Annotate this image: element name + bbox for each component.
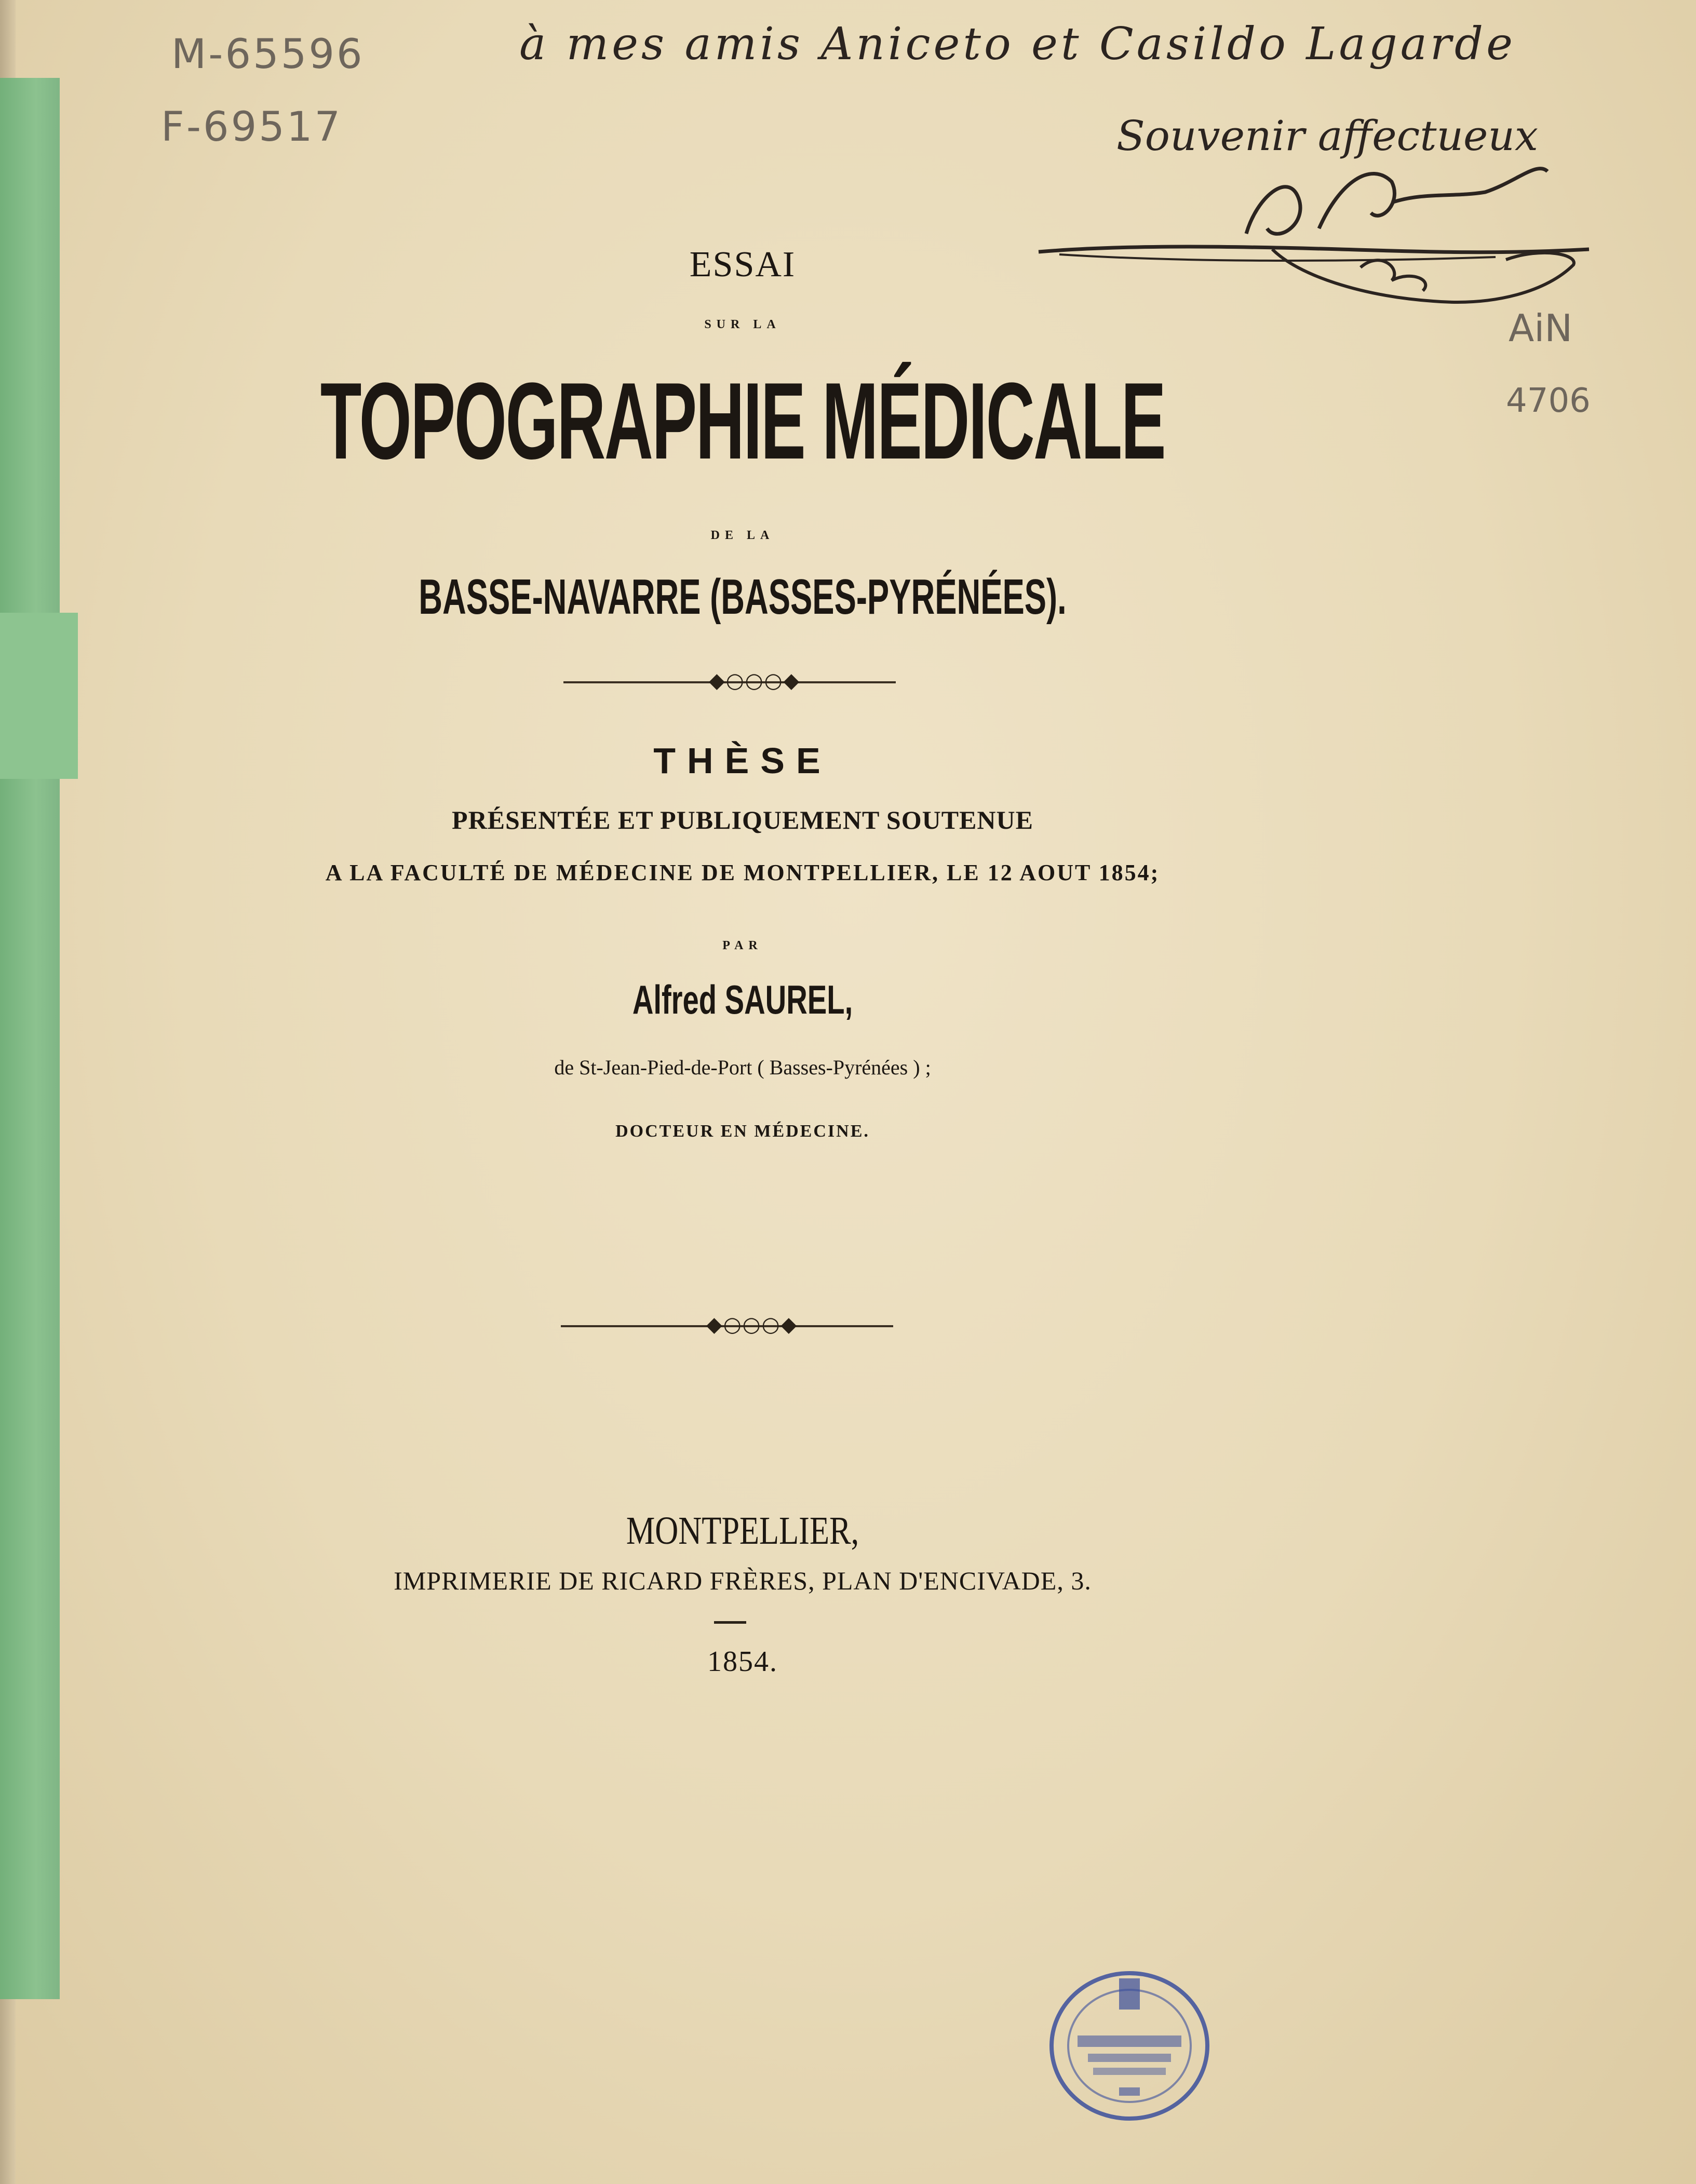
presentee-line: PRÉSENTÉE ET PUBLIQUEMENT SOUTENUE — [452, 805, 1033, 834]
handwritten-dedication-line-2: Souvenir affectueux — [1116, 112, 1538, 160]
de-la-label: DE LA — [710, 529, 775, 542]
pencil-mark-4: 4706 — [1506, 382, 1591, 420]
author-name: Alfred SAUREL, — [632, 977, 853, 1022]
ornament-glyph-top: ◆○○○◆ — [709, 669, 801, 693]
author-degree: DOCTEUR EN MÉDECINE. — [615, 1122, 870, 1141]
essai-heading: ESSAI — [689, 245, 796, 285]
sur-la-label: SUR LA — [704, 318, 781, 331]
par-label: PAR — [722, 939, 763, 952]
these-heading: THÈSE — [653, 740, 832, 781]
handwritten-signature — [1028, 151, 1625, 322]
pencil-shelfmark-1: M-65596 — [171, 31, 365, 78]
imprint-year: 1854. — [707, 1646, 778, 1678]
faculte-line: A LA FACULTÉ DE MÉDECINE DE MONTPELLIER, LE 12 AOUT 1854; — [325, 860, 1160, 885]
green-binding-strip — [0, 78, 60, 1999]
imprint-divider — [714, 1621, 746, 1624]
pencil-shelfmark-2: F-69517 — [161, 104, 343, 151]
imprint-printer: IMPRIMERIE DE RICARD FRÈRES, PLAN D'ENCIVADE, 3. — [394, 1566, 1092, 1595]
library-stamp — [1041, 1958, 1218, 2134]
author-origin: de St-Jean-Pied-de-Port ( Basses-Pyrénées ) ; — [554, 1056, 931, 1079]
ornament-glyph-bottom: ◆○○○◆ — [706, 1313, 798, 1337]
main-title: TOPOGRAPHIE MÉDICALE — [320, 360, 1165, 482]
pencil-mark-3: AiN — [1509, 306, 1573, 350]
handwritten-dedication-line-1: à mes amis Aniceto et Casildo Lagarde — [519, 18, 1516, 70]
imprint-city: MONTPELLIER, — [626, 1509, 859, 1553]
subtitle: BASSE-NAVARRE (BASSES-PYRÉNÉES). — [419, 569, 1067, 625]
